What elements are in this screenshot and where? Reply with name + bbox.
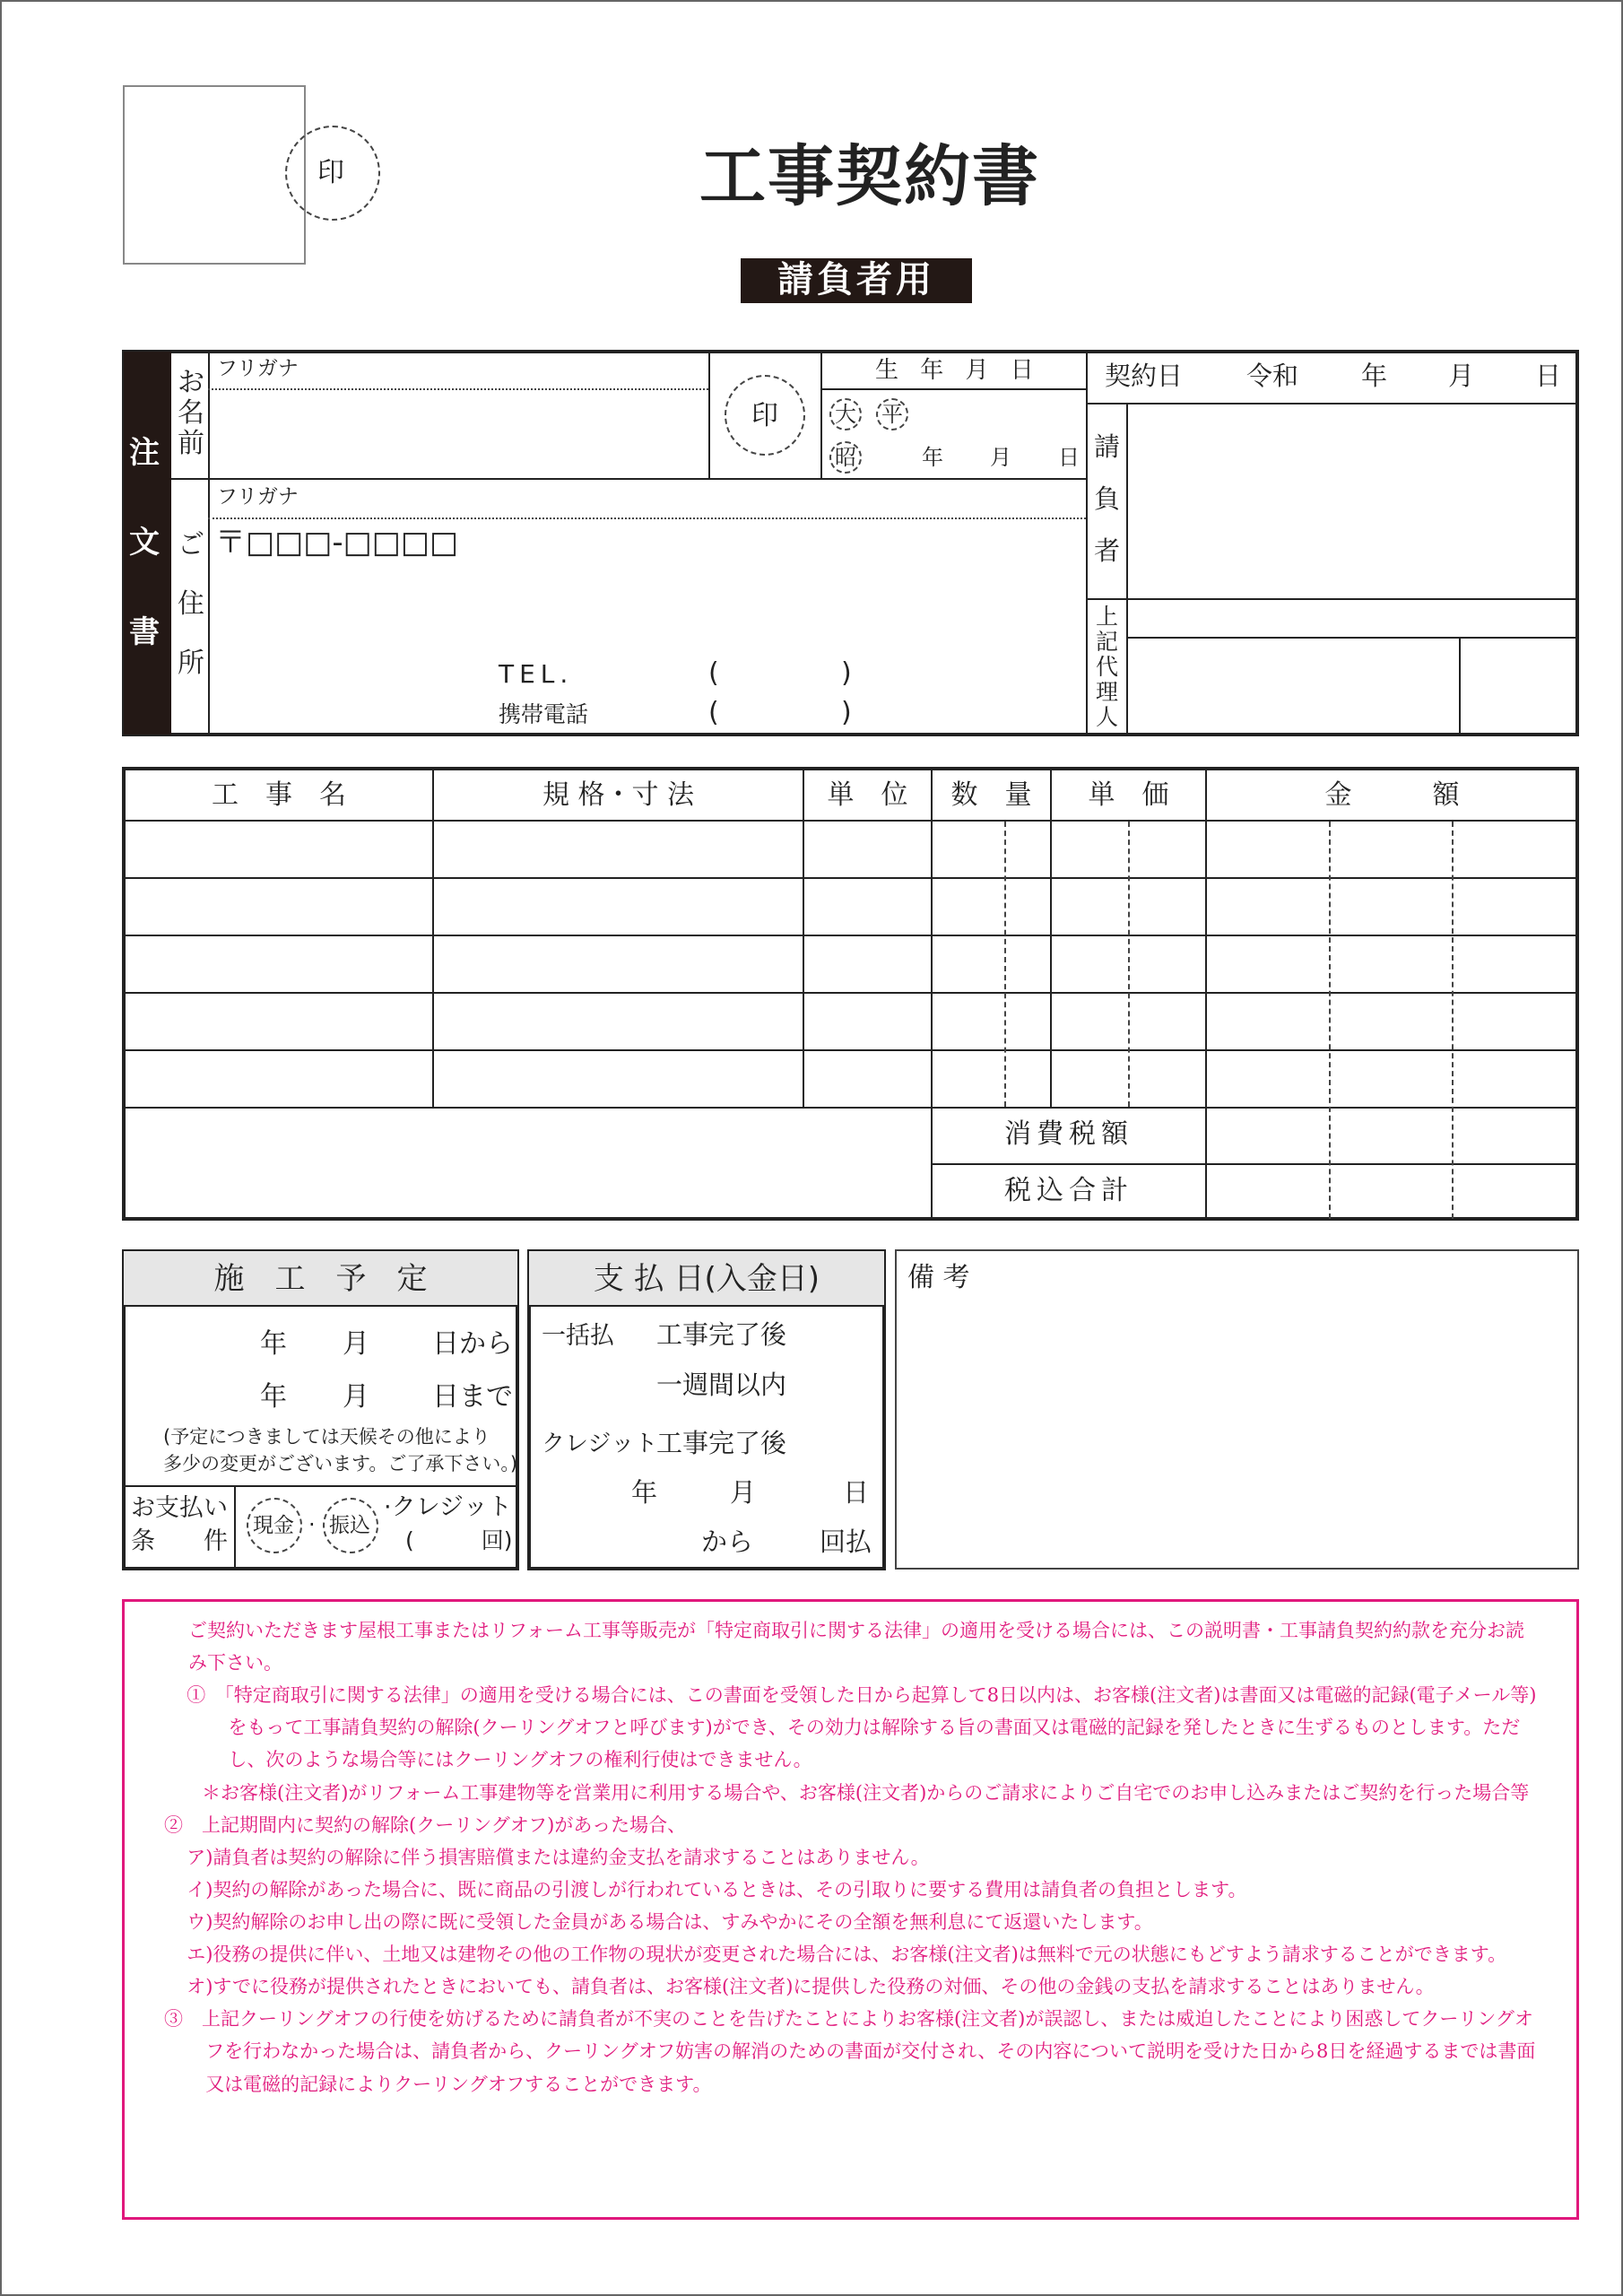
notice-intro: ご契約いただきます屋根工事またはリフォーム工事等販売が「特定商取引に関する法律」の適用を受ける場合には、この説明書・工事請負契約約款を充分お読み下さい。 bbox=[188, 1620, 1524, 1674]
notice-item-1-note: ＊お客様(注文者)がリフォーム工事建物等を営業用に利用する場合や、お客様(注文者)からのご請求によりご自宅でのお申し込みまたはご契約を行った場合等 bbox=[202, 1781, 1530, 1804]
cooling-off-notice bbox=[122, 1599, 1579, 2220]
contractor-label-1: 請 bbox=[1094, 431, 1121, 462]
credit-from: から bbox=[701, 1526, 754, 1557]
cash-option: 現金 bbox=[253, 1514, 294, 1537]
notice-item-1: ① 「特定商取引に関する法律」の適用を受ける場合には、この書面を受領した日から起算して8日以内は、お客様(注文者)は書面又は電磁的記録(電子メール等)をもって工事請負契約の解除(クーリングオフと呼びます)ができ、その効力は解除する旨の書面又は電磁的記録を発したときに生ずるものとします。ただし、次のような場合等にはクーリングオフの権利行使はできません。 bbox=[187, 1684, 1537, 1771]
notice-item-2-c: ウ)契約解除のお申し出の際に既に受領した金員がある場合は、すみやかにその全額を無利息にて返還いたします。 bbox=[187, 1910, 1153, 1933]
payment-terms-label-1: お支払い bbox=[131, 1494, 228, 1522]
schedule-to-year: 年 bbox=[260, 1381, 287, 1413]
table-row[interactable] bbox=[126, 881, 1575, 933]
schedule-to-day: 日まで bbox=[432, 1381, 513, 1413]
credit-year: 年 bbox=[631, 1477, 658, 1508]
schedule-from-day: 日から bbox=[432, 1328, 513, 1360]
total-label: 税込合計 bbox=[1004, 1175, 1133, 1206]
mobile-label: 携帯電話 bbox=[499, 701, 589, 727]
notice-item-2-e: オ)すでに役務が提供されたときにおいても、請負者は、お客様(注文者)に提供した役務の対価、その他の金銭の支払を請求することはありません。 bbox=[187, 1976, 1435, 1998]
credit-label: クレジット bbox=[542, 1431, 658, 1457]
address-furigana-label: フリガナ bbox=[217, 485, 299, 509]
option-separator: · bbox=[308, 1512, 316, 1537]
tel-label: TEL. bbox=[499, 659, 574, 689]
document-title: 工事契約書 bbox=[699, 138, 1040, 215]
agent-label-2: 記 bbox=[1096, 629, 1119, 655]
schedule-to-month: 月 bbox=[343, 1381, 369, 1413]
contract-month: 月 bbox=[1448, 361, 1475, 391]
contractor-field[interactable] bbox=[1130, 406, 1574, 596]
contractor-label-2: 負 bbox=[1094, 483, 1121, 514]
contract-day: 日 bbox=[1535, 361, 1562, 391]
contract-date-label: 契約日 bbox=[1105, 361, 1184, 391]
credit-day: 日 bbox=[843, 1477, 870, 1508]
birth-header: 生 年 月 日 bbox=[875, 357, 1041, 384]
credit-option[interactable]: ·クレジット bbox=[384, 1493, 512, 1521]
section-label-2: 文 bbox=[129, 525, 160, 561]
header-unit-price: 単 価 bbox=[1088, 779, 1169, 811]
notice-item-2-b: イ)契約の解除があった場合に、既に商品の引渡しが行われているときは、その引取りに要する費用は請負者の負担とします。 bbox=[187, 1878, 1247, 1900]
lump-sum-line-1: 工事完了後 bbox=[656, 1319, 787, 1350]
name-label-3: 前 bbox=[178, 428, 204, 459]
tel-paren-close: ) bbox=[841, 657, 852, 689]
name-field[interactable] bbox=[212, 392, 705, 474]
address-label-1: ご bbox=[178, 529, 204, 561]
contractor-label-3: 者 bbox=[1094, 535, 1121, 566]
section-label-1: 注 bbox=[129, 435, 160, 471]
table-row[interactable] bbox=[126, 996, 1575, 1048]
header-spec: 規 格・寸 法 bbox=[542, 779, 695, 811]
contract-year: 年 bbox=[1361, 361, 1388, 391]
contract-era: 令和 bbox=[1246, 361, 1299, 391]
name-label-1: お bbox=[178, 367, 204, 398]
section-label-3: 書 bbox=[129, 614, 160, 650]
mobile-paren-open: ( bbox=[708, 697, 719, 728]
tax-amount-field[interactable] bbox=[1209, 1110, 1575, 1161]
mobile-paren-close: ) bbox=[841, 697, 852, 728]
payment-terms-label-2: 条 件 bbox=[131, 1527, 228, 1555]
table-row[interactable] bbox=[126, 938, 1575, 990]
agent-label-4: 理 bbox=[1096, 679, 1119, 705]
schedule-note-1: (予定につきましては天候その他により bbox=[163, 1426, 490, 1448]
lump-sum-label: 一括払 bbox=[542, 1322, 614, 1350]
agent-label-5: 人 bbox=[1096, 704, 1119, 730]
notice-item-2: ② 上記期間内に契約の解除(クーリングオフ)があった場合、 bbox=[164, 1813, 687, 1836]
header-unit: 単 位 bbox=[827, 779, 908, 811]
credit-times: ( 回) bbox=[405, 1527, 513, 1553]
schedule-from-month: 月 bbox=[343, 1328, 369, 1360]
address-label-3: 所 bbox=[178, 648, 204, 679]
agent-label-3: 代 bbox=[1096, 654, 1119, 680]
seal-label: 印 bbox=[317, 157, 344, 188]
era-taisho: 大 bbox=[835, 402, 856, 427]
era-heisei: 平 bbox=[881, 402, 903, 427]
schedule-from-year: 年 bbox=[260, 1328, 287, 1360]
notice-item-3: ③ 上記クーリングオフの行使を妨げるために請負者が不実のことを告げたことによりお客様(注文者)が誤認し、または威迫したことにより困惑してクーリングオフを行わなかった場合は、請負者から、クーリングオフ妨害の解消のための書面が交付され、その内容について説明を受けた日から8日を経過するまでは書面又は電磁的記録によりクーリングオフすることができます。 bbox=[164, 2008, 1536, 2095]
tax-label: 消費税額 bbox=[1004, 1118, 1133, 1150]
header-amount: 金 額 bbox=[1324, 779, 1460, 811]
credit-installments: 回払 bbox=[820, 1526, 872, 1557]
birth-day: 日 bbox=[1058, 445, 1080, 470]
address-field[interactable] bbox=[212, 563, 1081, 653]
table-row[interactable] bbox=[126, 823, 1575, 875]
birth-year: 年 bbox=[922, 445, 943, 470]
header-quantity: 数 量 bbox=[950, 779, 1032, 811]
lump-sum-line-2: 一週間以内 bbox=[656, 1370, 787, 1400]
schedule-note-2: 多少の変更がございます。ご了承下さい。) bbox=[163, 1453, 518, 1474]
tel-paren-open: ( bbox=[708, 657, 719, 689]
total-amount-field[interactable] bbox=[1209, 1167, 1575, 1217]
birth-month: 月 bbox=[990, 445, 1011, 470]
table-row[interactable] bbox=[126, 1053, 1575, 1105]
schedule-header: 施 工 予 定 bbox=[213, 1261, 428, 1297]
era-showa: 昭 bbox=[835, 445, 856, 470]
notice-item-2-d: エ)役務の提供に伴い、土地又は建物その他の工作物の現状が変更された場合には、お客様(注文者)は無料で元の状態にもどすよう請求することができます。 bbox=[187, 1944, 1507, 1966]
furigana-label: フリガナ bbox=[217, 357, 299, 380]
postal-code: 〒□□□-□□□□ bbox=[215, 525, 459, 561]
credit-month: 月 bbox=[730, 1477, 757, 1508]
agent-label-1: 上 bbox=[1096, 604, 1119, 630]
remarks-label: 備 考 bbox=[907, 1262, 970, 1293]
customer-seal-label: 印 bbox=[751, 400, 778, 431]
transfer-option: 振込 bbox=[329, 1514, 370, 1537]
payment-date-header: 支 払 日(入金日) bbox=[593, 1261, 820, 1297]
credit-line-1: 工事完了後 bbox=[656, 1428, 787, 1458]
notice-item-2-a: ア)請負者は契約の解除に伴う損害賠償または違約金支払を請求することはありません。 bbox=[187, 1846, 930, 1868]
seal-box bbox=[123, 85, 306, 265]
address-label-2: 住 bbox=[178, 588, 204, 620]
subtitle: 請負者用 bbox=[777, 259, 935, 300]
remarks-box[interactable] bbox=[895, 1249, 1579, 1570]
header-construction-name: 工 事 名 bbox=[212, 779, 346, 811]
name-label-2: 名 bbox=[178, 397, 204, 429]
